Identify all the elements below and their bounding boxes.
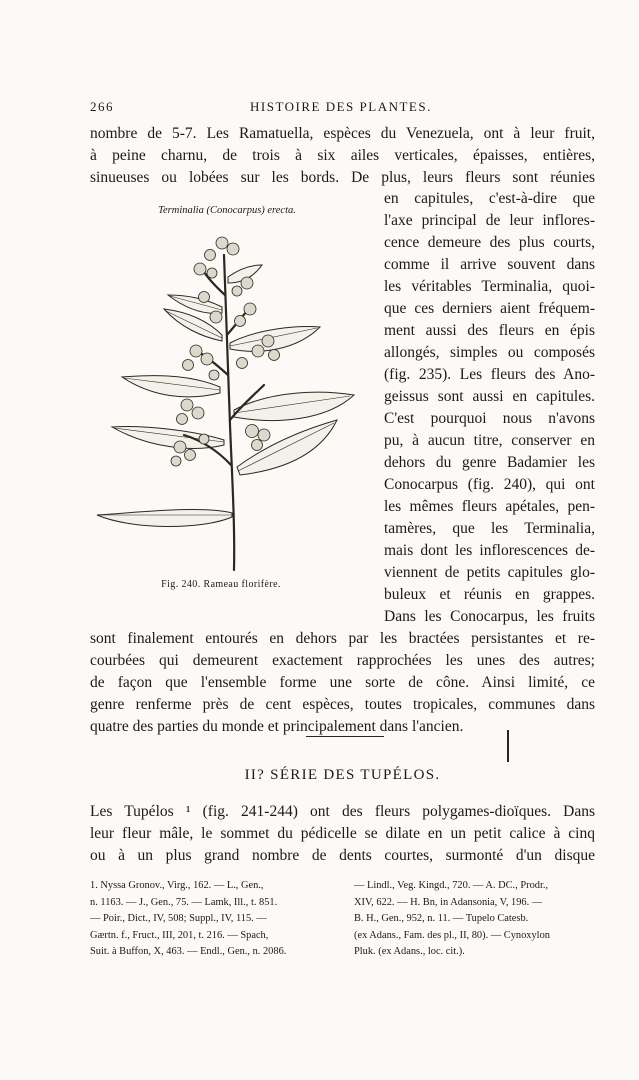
text-line: dehors du genre Badamier les	[384, 454, 595, 471]
text-line: Les Tupélos ¹ (fig. 241-244) ont des fleurs polygames-dioïques. Dans	[90, 803, 595, 820]
text-line: nombre de 5-7. Les Ramatuella, espèces du Venezuela, ont à leur fruit,	[90, 125, 595, 142]
leaf-shape	[97, 510, 232, 527]
text-line: à peine charnu, de trois à six ailes verticales, épaisses, entières,	[90, 147, 595, 164]
text-line: ou à un plus grand nombre de dents courtes, surmonté d'un disque	[90, 847, 595, 864]
text-line: sont finalement entourés en dehors par les bractées persistantes et re-	[90, 630, 595, 647]
text-line: les véritables Terminalia, quoi-	[384, 278, 595, 295]
page-number: 266	[90, 99, 114, 114]
text-line: cence demeure des plus courts,	[384, 234, 595, 251]
flowering-branch-illustration	[92, 225, 372, 575]
running-title: HISTOIRE DES PLANTES.	[250, 99, 432, 114]
text-line: sinueuses ou lobées sur les bords. De plus, leurs fleurs sont réunies	[90, 169, 595, 186]
footnote-line: Gærtn. f., Fruct., III, 201, t. 216. — Spach,	[90, 929, 269, 941]
footnote-line: Suit. à Buffon, X, 463. — Endl., Gen., n. 2086.	[90, 946, 287, 957]
text-line: comme il arrive souvent dans	[384, 256, 595, 273]
text-line: l'axe principal de leur inflores-	[384, 212, 595, 229]
text-line: C'est pourquoi nous n'avons	[384, 410, 595, 427]
text-line: tamères, que les Terminalia,	[384, 520, 595, 537]
text-line: les mêmes fleurs apétales, pen-	[384, 498, 595, 515]
footnote-line: 1. Nyssa Gronov., Virg., 162. — L., Gen.,	[90, 880, 264, 891]
text-line: genre renferme près de cent espèces, toutes tropicales, communes dans	[90, 696, 595, 713]
text-line: courbées qui demeurent exactement rapprochées les unes des autres;	[90, 652, 595, 669]
text-line: de façon que l'ensemble forme une sorte de cône. Ainsi limité, ce	[90, 674, 595, 691]
footnote-line: (ex Adans., Fam. des pl., II, 80). — Cynoxylon	[354, 929, 550, 941]
margin-mark	[507, 730, 509, 762]
text-line: (fig. 235). Les fleurs des Ano-	[384, 366, 595, 383]
text-line: leur fleur mâle, le sommet du pédicelle se dilate en un petit calice à cinq	[90, 825, 595, 842]
footnote-line: Pluk. (ex Adans., loc. cit.).	[354, 946, 465, 957]
text-line: Conocarpus (fig. 240), qui ont	[384, 476, 595, 493]
figure-title: Terminalia (Conocarpus) erecta.	[158, 205, 296, 216]
text-line: geissus sont aussi en capitules.	[384, 388, 595, 405]
running-head	[90, 99, 595, 117]
footnote-line: — Poir., Dict., IV, 508; Suppl., IV, 115. —	[90, 913, 267, 924]
footnote-line: n. 1163. — J., Gen., 75. — Lamk, Ill., t. 851.	[90, 896, 278, 908]
figure	[92, 205, 374, 595]
text-line: ment aussi des fleurs en épis	[384, 322, 595, 339]
text-line: pu, à aucun titre, conserver en	[384, 432, 595, 449]
footnotes-right	[354, 878, 596, 961]
text-line: en capitules, c'est-à-dire que	[384, 190, 595, 207]
footnote-line: XIV, 622. — H. Bn, in Adansonia, V, 196. —	[354, 896, 543, 908]
footnotes-left	[90, 878, 340, 961]
text-line: allongés, simples ou composés	[384, 344, 595, 361]
text-line: Dans les Conocarpus, les fruits	[384, 608, 595, 625]
section-divider	[306, 736, 384, 737]
text-line: mais dont les inflorescences de-	[384, 542, 595, 559]
footnote-line: B. H., Gen., 952, n. 11. — Tupelo Catesb.	[354, 913, 529, 924]
text-line: viennent de petits capitules glo-	[384, 564, 595, 581]
text-line: buleux et réunis en grappes.	[384, 586, 595, 603]
text-line: quatre des parties du monde et principalement dans l'ancien.	[90, 718, 464, 735]
section-title: II? SÉRIE DES TUPÉLOS.	[244, 767, 441, 783]
stem-shape	[224, 255, 234, 570]
footnote-line: — Lindl., Veg. Kingd., 720. — A. DC., Prodr.,	[354, 880, 549, 891]
leaf-shape	[122, 376, 220, 397]
text-line: que ces derniers aient fréquem-	[384, 300, 595, 317]
figure-caption: Fig. 240. Rameau florifère.	[161, 579, 281, 590]
